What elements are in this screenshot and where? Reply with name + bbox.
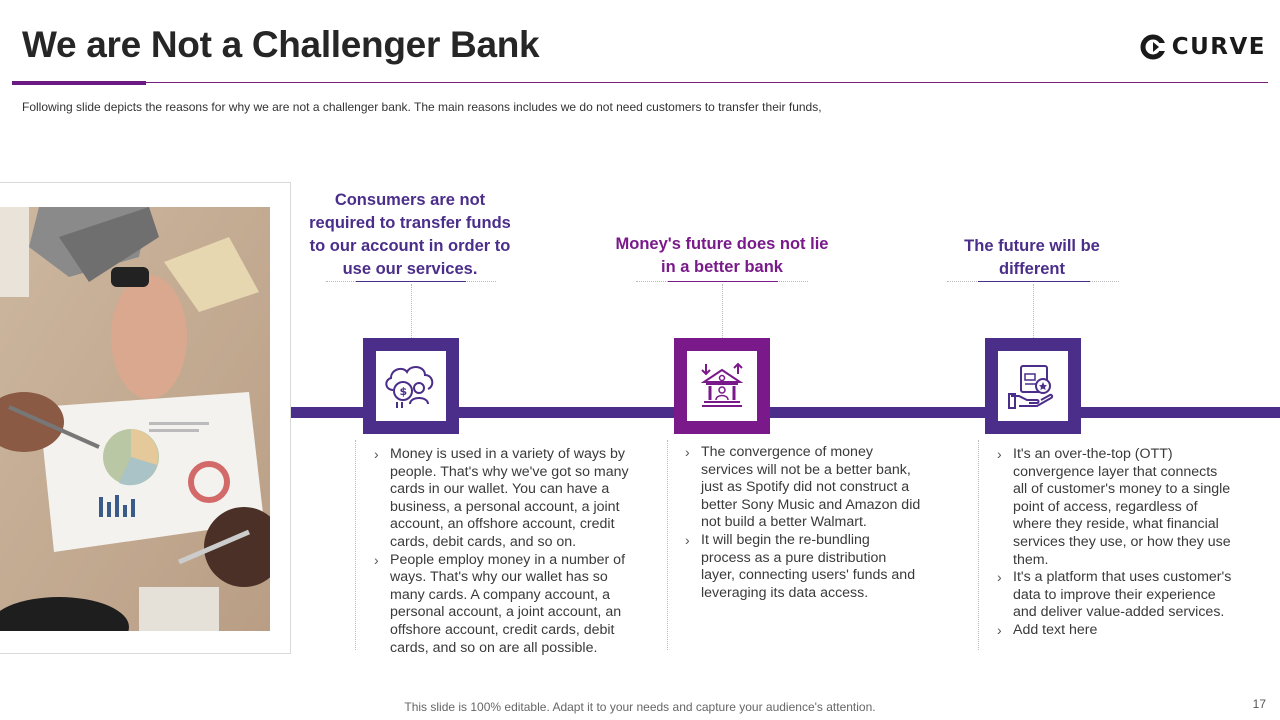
- cloud-money-user-icon: [381, 360, 441, 412]
- column-2-bullets: [683, 444, 923, 602]
- list-item: › Money is used in a variety of ways by people. That's why we've got so many cards in our wallet. You can have a business, a personal account, a joint account, an offshore account, credit cards, debit cards, and so on.: [372, 446, 642, 552]
- column-2-connector: [722, 284, 723, 338]
- footer-note: This slide is 100% editable. Adapt it to your needs and capture your audience's attention.: [404, 700, 876, 714]
- photo-frame: [0, 182, 291, 654]
- logo-text: CURVE: [1171, 34, 1266, 60]
- header-divider: [12, 82, 1268, 83]
- column-2-body-divider: [667, 440, 668, 650]
- column-1-heading: Consumers are not required to transfer funds to our account in order to use our services.: [309, 191, 511, 278]
- column-2-heading-underline: [668, 281, 778, 282]
- page-number: 17: [1252, 697, 1266, 711]
- header-divider-accent: [12, 81, 146, 85]
- list-item: › Add text here: [995, 622, 1235, 640]
- column-3-bullets: [995, 446, 1235, 640]
- curve-logo-icon: [1140, 34, 1166, 60]
- list-item: › It's an over-the-top (OTT) convergence layer that connects all of customer's money to a single point of access, regardless of where they reside, what financial services they use, or how they use them.: [995, 446, 1235, 569]
- column-1-body-divider: [355, 440, 356, 650]
- business-meeting-photo: [0, 207, 270, 631]
- column-3-body-divider: [978, 440, 979, 650]
- bank-building-icon: [696, 360, 748, 412]
- list-item: › It's a platform that uses customer's data to improve their experience and deliver value-added services.: [995, 569, 1235, 622]
- column-3-connector: [1033, 284, 1034, 338]
- list-item: › The convergence of money services will not be a better bank, just as Spotify did not construct a better Sony Music and Amazon did not build a better Walmart.: [683, 444, 923, 532]
- column-3-icon-frame: [985, 338, 1081, 434]
- column-1-heading-underline: [356, 281, 466, 282]
- column-3-heading: The future will be different: [964, 237, 1100, 278]
- svg-text:$: $: [399, 385, 408, 398]
- column-2-heading: Money's future does not lie in a better bank: [615, 235, 829, 276]
- column-1-icon-frame: [363, 338, 459, 434]
- column-1-connector: [411, 284, 412, 338]
- slide-subtitle: Following slide depicts the reasons for why we are not a challenger bank. The main reasons includes we do not need customers to transfer their funds,: [22, 100, 822, 114]
- list-item: › People employ money in a number of ways. That's why our wallet has so many cards. A company account, a personal account, a joint account, an offshore account, credit cards, debit cards, and so on are all possible.: [372, 552, 642, 658]
- card-in-hand-icon: [1007, 360, 1059, 412]
- column-3-heading-underline: [978, 281, 1090, 282]
- list-item: › It will begin the re-bundling process as a pure distribution layer, connecting users' funds and leveraging its data access.: [683, 532, 923, 602]
- slide-title: We are Not a Challenger Bank: [22, 24, 540, 65]
- curve-logo: [1140, 34, 1266, 60]
- column-2-icon-frame: [674, 338, 770, 434]
- column-1-bullets: [372, 446, 642, 657]
